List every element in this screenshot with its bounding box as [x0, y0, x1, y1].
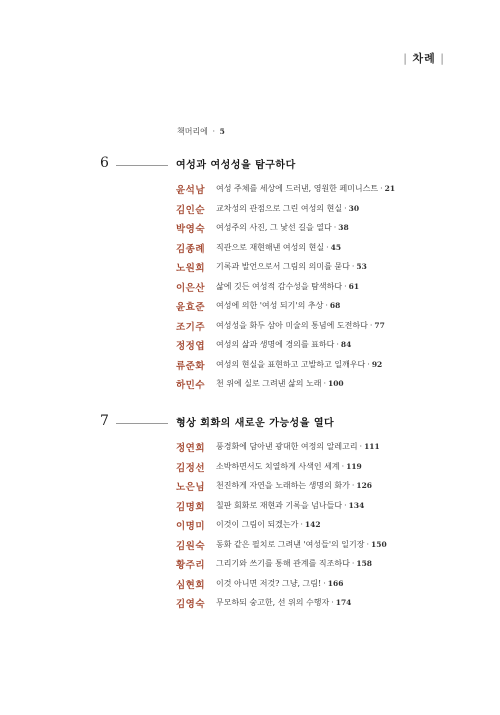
entry-page: 174: [335, 598, 352, 607]
entry-title-line: [216, 222, 349, 233]
preface-entry[interactable]: [177, 126, 225, 137]
toc-entry[interactable]: [0, 460, 500, 478]
entry-dot: ·: [366, 539, 370, 549]
entry-dot: ·: [344, 203, 347, 213]
toc-entry[interactable]: [0, 280, 500, 298]
entry-page: 100: [328, 379, 344, 388]
entry-title-line: [216, 378, 344, 389]
entry-title: 풍경화에 담아낸 광대한 여정의 알레고리: [216, 442, 358, 451]
entry-title-line: [216, 320, 385, 331]
toc-entry[interactable]: [0, 538, 500, 556]
entry-dot: ·: [325, 301, 328, 310]
section-rule: [116, 423, 168, 424]
entry-page: 21: [384, 184, 396, 193]
entry-page: 166: [327, 578, 344, 588]
toc-entry[interactable]: [0, 241, 500, 259]
toc-entry[interactable]: [0, 479, 500, 497]
entry-title-line: [216, 539, 387, 550]
entry-author: 박영숙: [176, 224, 206, 235]
entry-dot: ·: [336, 340, 339, 349]
entry-title: 여성에 의한 '여성 되기'의 추상: [216, 301, 324, 310]
entry-author: 김인순: [176, 204, 206, 216]
entry-author: 김명희: [176, 501, 206, 513]
entry-title-line: [216, 281, 359, 292]
entry-dot: ·: [323, 379, 326, 388]
entry-title: 삶에 깃든 여성적 감수성을 탐색하다: [216, 281, 343, 291]
toc-entry[interactable]: [0, 260, 500, 278]
toc-entry[interactable]: [0, 518, 500, 536]
section-number: 6: [100, 155, 109, 171]
header-bar-left: |: [403, 52, 409, 65]
entry-title-line: [216, 597, 351, 608]
entry-title: 무모하되 숭고한, 선 위의 수행자: [216, 598, 330, 607]
entry-author: 정정엽: [176, 341, 206, 352]
toc-entry[interactable]: [0, 299, 500, 317]
entry-title-line: [216, 261, 367, 272]
entry-title-line: [216, 480, 372, 491]
entry-page: 150: [371, 539, 387, 549]
entry-title: 천 위에 실로 그려낸 삶의 노래: [216, 379, 322, 388]
entry-author: 김정선: [176, 462, 206, 474]
entry-title: 동화 같은 필치로 그려낸 '여성들'의 일기장: [216, 539, 365, 549]
entry-dot: ·: [351, 559, 355, 568]
entry-dot: ·: [341, 461, 345, 471]
entry-page: 45: [330, 242, 342, 252]
entry-page: 92: [371, 359, 383, 369]
entry-title-line: [216, 359, 382, 370]
entry-dot: ·: [344, 281, 347, 291]
section-rule: [116, 165, 168, 166]
entry-dot: ·: [323, 578, 326, 588]
entry-title-line: [216, 441, 380, 452]
entry-author: 윤석남: [176, 185, 206, 196]
entry-page: 61: [348, 281, 360, 291]
section-header: [0, 155, 500, 171]
toc-entry[interactable]: [0, 557, 500, 575]
entry-author: 심현희: [176, 579, 206, 591]
entry-title-line: [216, 578, 343, 589]
entry-title-line: [216, 339, 351, 350]
toc-entry[interactable]: [0, 499, 500, 517]
entry-title: 기록과 발언으로서 그림의 의미를 묻다: [216, 262, 350, 271]
entry-page: 142: [304, 520, 321, 529]
entry-dot: ·: [359, 442, 363, 451]
entry-title: 직관으로 재현해낸 여성의 현실: [216, 242, 325, 252]
entry-page: 53: [356, 262, 367, 271]
entry-title: 여성성을 화두 삼아 미술의 통념에 도전하다: [216, 320, 368, 330]
entry-title-line: [216, 183, 395, 194]
entry-author: 류준화: [176, 360, 206, 372]
entry-dot: ·: [300, 520, 303, 529]
entry-title-line: [216, 461, 362, 472]
entry-author: 황주리: [176, 560, 206, 571]
entry-author: 이명미: [176, 521, 206, 532]
toc-entry[interactable]: [0, 221, 500, 239]
entry-page: 134: [348, 500, 365, 510]
entry-dot: ·: [351, 262, 355, 271]
entry-author: 노원희: [176, 263, 206, 274]
toc-entry[interactable]: [0, 319, 500, 337]
entry-page: 111: [364, 442, 380, 451]
entry-page: 77: [374, 320, 385, 330]
entry-author: 김원숙: [176, 540, 206, 552]
entry-page: 126: [356, 481, 373, 490]
entry-title: 천진하게 자연을 노래하는 생명의 화가: [216, 481, 350, 490]
entry-dot: ·: [326, 242, 329, 252]
entry-author: 김종례: [176, 243, 206, 255]
header-bar-right: |: [440, 52, 445, 65]
section-title: 형상 회화의 새로운 가능성을 열다: [176, 418, 335, 429]
entry-dot: ·: [331, 598, 334, 607]
entry-page: 30: [348, 203, 360, 213]
entry-title: 여성주의 사진, 그 낯선 길을 열다: [216, 223, 332, 232]
entry-author: 노은님: [176, 482, 206, 493]
toc-entry[interactable]: [0, 440, 500, 458]
entry-title: 이것이 그림이 되겠는가: [216, 520, 299, 529]
entry-title-line: [216, 242, 341, 253]
entry-page: 84: [340, 340, 352, 349]
entry-author: 조기주: [176, 321, 206, 333]
entry-page: 38: [338, 223, 349, 232]
entry-title-line: [216, 519, 321, 530]
entry-author: 정연희: [176, 443, 206, 454]
section-number: 7: [100, 413, 109, 429]
entry-title: 소박하면서도 치열하게 사색인 세계: [216, 461, 340, 471]
toc-entry[interactable]: [0, 577, 500, 595]
entry-title: 그리기와 쓰기를 통해 관계를 직조하다: [216, 559, 350, 568]
entry-page: 119: [346, 461, 362, 471]
entry-title: 칠판 회화로 재현과 기록을 넘나들다: [216, 500, 343, 510]
preface-page: 5: [219, 127, 225, 136]
entry-dot: ·: [351, 481, 355, 490]
preface-label: 책머리에: [177, 127, 208, 136]
entry-title-line: [216, 203, 359, 214]
toc-heading: 차례: [412, 52, 436, 65]
entry-author: 하민수: [176, 380, 206, 391]
entry-title-line: [216, 500, 364, 511]
toc-entry[interactable]: [0, 202, 500, 220]
toc-entry[interactable]: [0, 338, 500, 356]
entry-dot: ·: [380, 184, 383, 193]
toc-header: [403, 50, 445, 66]
entry-title: 여성의 현실을 표현하고 고발하고 일깨우다: [216, 359, 366, 369]
toc-entry[interactable]: [0, 358, 500, 376]
toc-entry[interactable]: [0, 596, 500, 614]
entry-dot: ·: [333, 223, 337, 232]
entry-page: 158: [356, 559, 373, 568]
entry-title-line: [216, 300, 340, 311]
entry-author: 윤효준: [176, 302, 206, 313]
entry-dot: ·: [367, 359, 370, 369]
preface-dot: ·: [212, 127, 216, 136]
toc-entry[interactable]: [0, 377, 500, 395]
section-header: [0, 413, 500, 429]
entry-title: 교차성의 관점으로 그린 여성의 현실: [216, 203, 343, 213]
entry-dot: ·: [344, 500, 347, 510]
toc-entry[interactable]: [0, 182, 500, 200]
entry-title: 이것 아니면 저것? 그냥, 그림!: [216, 578, 322, 588]
entry-title: 여성 주체를 세상에 드러낸, 영원한 페미니스트: [216, 184, 379, 193]
entry-author: 이은산: [176, 282, 206, 294]
entry-page: 68: [329, 301, 341, 310]
section-title: 여성과 여성성을 탐구하다: [176, 160, 296, 171]
entry-title-line: [216, 558, 372, 569]
entry-title: 여성의 삶과 생명에 경의를 표하다: [216, 340, 335, 349]
entry-dot: ·: [369, 320, 373, 330]
entry-author: 김영숙: [176, 599, 206, 610]
